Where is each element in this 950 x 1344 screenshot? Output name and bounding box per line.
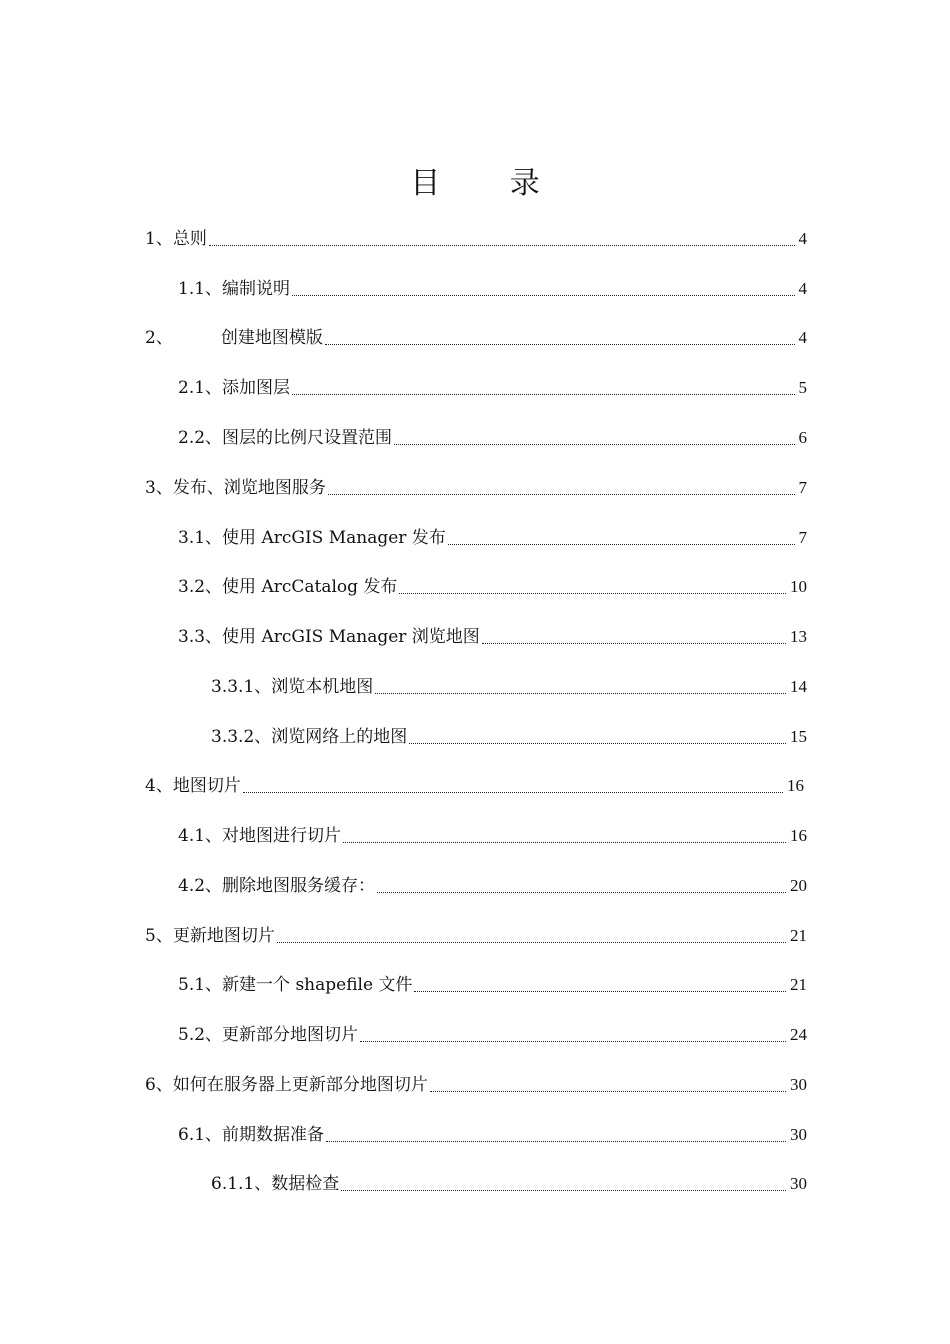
toc-entry-page: 14 [790, 677, 807, 696]
toc-entry-page: 5 [798, 378, 807, 397]
toc-entry[interactable] [211, 1169, 807, 1199]
toc-entry[interactable] [178, 423, 807, 453]
dot-leader [375, 692, 786, 694]
toc-entry[interactable] [145, 921, 807, 951]
toc-entry-page: 16 [787, 776, 804, 795]
dot-leader [341, 1189, 786, 1191]
toc-entry-label: 6、如何在服务器上更新部分地图切片 [145, 1075, 428, 1095]
toc-entry[interactable] [145, 771, 804, 801]
dot-leader [277, 941, 786, 943]
toc-entry[interactable] [211, 722, 807, 752]
dot-leader [292, 393, 794, 395]
dot-leader [409, 742, 786, 744]
toc-entry-label: 3.1、使用 ArcGIS Manager 发布 [178, 528, 446, 548]
toc-entry[interactable] [178, 523, 807, 553]
toc-entry[interactable] [178, 622, 807, 652]
toc-entry-page: 10 [790, 577, 807, 596]
dot-leader [325, 343, 795, 345]
dot-leader [482, 642, 786, 644]
toc-entry-label: 4、地图切片 [145, 776, 241, 796]
page-title: 目 录 [410, 166, 570, 201]
toc-entry-page: 21 [790, 926, 807, 945]
toc-entry-page: 30 [790, 1075, 807, 1094]
toc-entry-label: 3.3.1、浏览本机地图 [211, 677, 374, 697]
dot-leader [328, 493, 795, 495]
toc-entry[interactable] [178, 1020, 807, 1050]
dot-leader [326, 1140, 786, 1142]
toc-entry-page: 7 [798, 528, 807, 547]
toc-entry-label: 5.1、新建一个 shapefile 文件 [178, 975, 413, 995]
dot-leader [243, 791, 783, 793]
toc-entry-label: 2.2、图层的比例尺设置范围 [178, 428, 393, 448]
dot-leader [343, 841, 786, 843]
dot-leader [399, 592, 786, 594]
toc-entry[interactable] [145, 224, 807, 254]
toc-entry-label: 3.2、使用 ArcCatalog 发布 [178, 577, 398, 597]
toc-entry-label: 3.3.2、浏览网络上的地图 [211, 727, 408, 747]
toc-entry-label [145, 323, 323, 353]
toc-entry-label: 4.1、对地图进行切片 [178, 826, 342, 846]
toc-entry[interactable] [178, 572, 807, 602]
toc-entry-page: 16 [790, 826, 807, 845]
toc-entry[interactable] [178, 970, 807, 1000]
toc-entry-label: 6.1、前期数据准备 [178, 1125, 325, 1145]
toc-entry-label: 5.2、更新部分地图切片 [178, 1025, 359, 1045]
toc-entry[interactable] [178, 373, 807, 403]
toc-entry[interactable] [178, 274, 807, 304]
toc-entry[interactable] [145, 473, 807, 503]
toc-entry-text: 创建地图模版 [220, 328, 323, 348]
toc-entry-label: 4.2、删除地图服务缓存： [178, 876, 376, 896]
toc-entry-label: 3.3、使用 ArcGIS Manager 浏览地图 [178, 627, 480, 647]
dot-leader [292, 294, 794, 296]
dot-leader [360, 1040, 786, 1042]
toc-entry-label: 5、更新地图切片 [145, 926, 275, 946]
toc-entry[interactable] [178, 871, 807, 901]
toc-entry-page: 4 [798, 229, 807, 248]
toc-entry-page: 15 [790, 727, 807, 746]
toc-entry-label: 1、总则 [145, 229, 207, 249]
toc-entry-page: 20 [790, 876, 807, 895]
toc-entry[interactable] [211, 672, 807, 702]
toc-entry-page: 30 [790, 1125, 807, 1144]
toc-entry-page: 4 [798, 328, 807, 347]
toc-entry[interactable] [178, 821, 807, 851]
toc-entry-label: 2.1、添加图层 [178, 378, 291, 398]
toc-entry-page: 4 [798, 279, 807, 298]
toc-entry-page: 24 [790, 1025, 807, 1044]
toc-entry-label: 1.1、编制说明 [178, 279, 291, 299]
dot-leader [209, 244, 795, 246]
dot-leader [377, 891, 786, 893]
toc-entry-page: 7 [798, 478, 807, 497]
toc-entry-label: 3、发布、浏览地图服务 [145, 478, 326, 498]
dot-leader [430, 1090, 786, 1092]
toc-entry-page: 30 [790, 1174, 807, 1193]
dot-leader [448, 543, 795, 545]
toc-entry[interactable] [145, 323, 807, 353]
toc-entry-page: 13 [790, 627, 807, 646]
toc-entry-number: 2、 [145, 328, 173, 348]
toc-entry-page: 21 [790, 975, 807, 994]
toc-entry-label: 6.1.1、数据检查 [211, 1174, 340, 1194]
toc-entry-page: 6 [798, 428, 807, 447]
dot-leader [414, 990, 786, 992]
dot-leader [394, 443, 794, 445]
toc-entry[interactable] [178, 1120, 807, 1150]
toc-entry[interactable] [145, 1070, 807, 1100]
